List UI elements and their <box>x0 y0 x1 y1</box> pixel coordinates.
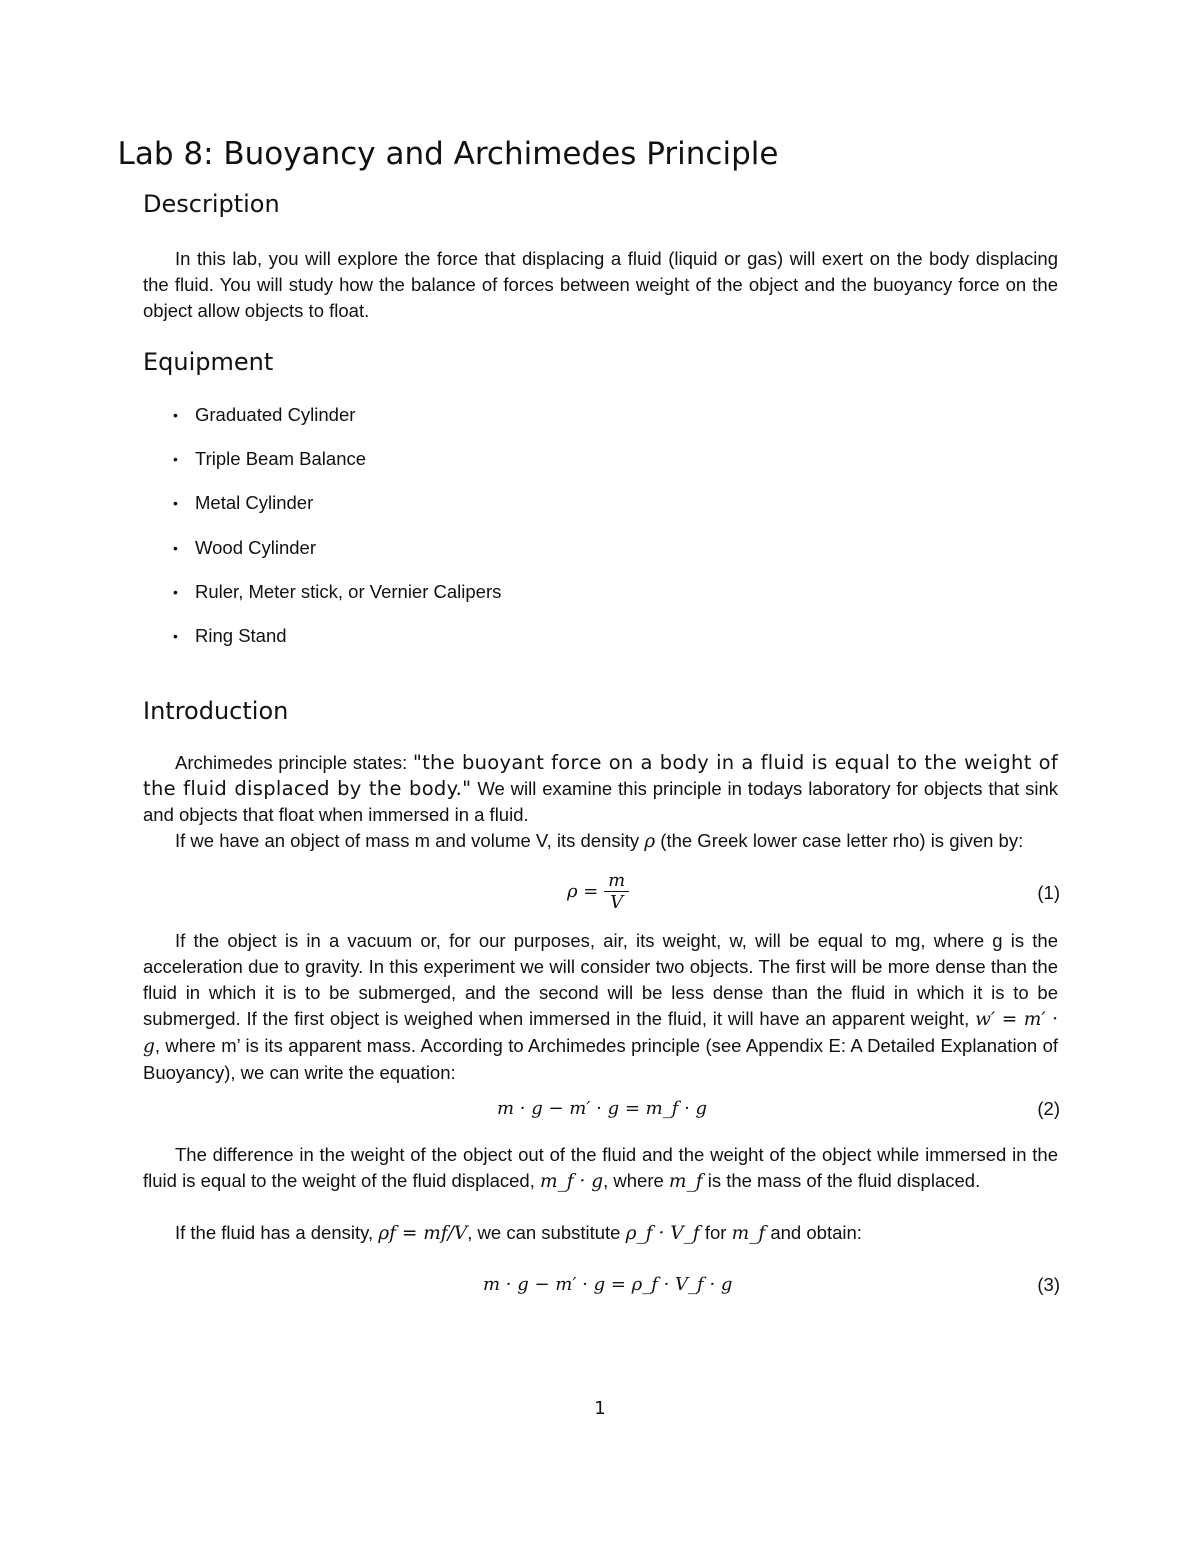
bullet-icon: • <box>173 451 178 468</box>
bullet-icon: • <box>173 495 178 512</box>
bullet-icon: • <box>173 583 178 600</box>
description-heading: Description <box>143 190 280 218</box>
equation-1-label: (1) <box>1037 882 1060 903</box>
bullet-icon: • <box>173 407 178 423</box>
equation-3: m · g − m′ · g = ρ_f · V_f · g (3) <box>483 1274 1060 1295</box>
list-item: • Wood Cylinder <box>173 533 501 577</box>
equipment-heading: Equipment <box>143 348 274 376</box>
intro-paragraph-4: The difference in the weight of the object out of the fluid and the weight of the object while immersed in the fluid is equal to the weight of the fluid displaced, m_f · g, where m_f is the mass of the fluid displaced. <box>143 1144 1058 1192</box>
list-item: • Ring Stand <box>173 621 501 665</box>
introduction-heading: Introduction <box>143 697 289 725</box>
equation-3-label: (3) <box>1037 1274 1060 1295</box>
page-number: 1 <box>594 1398 606 1419</box>
equation-2: m · g − m′ · g = m_f · g (2) <box>497 1098 1060 1119</box>
page-title: Lab 8: Buoyancy and Archimedes Principle <box>117 136 779 172</box>
bullet-icon: • <box>173 539 178 556</box>
intro-paragraph-5: If the fluid has a density, ρf = mf/V, we can substitute ρ_f · V_f for m_f and obtain: <box>175 1222 862 1244</box>
archimedes-quote: "the buoyant force on a body in a fluid is equal to the weight of the fluid displaced by the body." <box>143 751 1058 800</box>
equipment-list <box>173 400 501 665</box>
list-item: • Graduated Cylinder <box>173 400 501 444</box>
intro-paragraph-3: If the object is in a vacuum or, for our purposes, air, its weight, w, will be equal to mg, where g is the acceleration due to gravity. In this experiment we will consider two objects. The first will be more dense than the fluid in which it is to be submerged, and the second will be less dense than the fluid in which it is to be submerged. If the first object is weighed when immersed in the fluid, it will have an apparent weight, w′ = m′ · g, where m’ is its apparent mass. According to Archimedes principle (see Appendix E: A Detailed Explanation of Buoyancy), we can write the equation: <box>143 930 1058 1083</box>
equation-2-label: (2) <box>1037 1098 1060 1119</box>
equation-1: ρ = $\frac{m}{V}$ (1) <box>567 870 1060 913</box>
list-item: • Metal Cylinder <box>173 488 501 532</box>
bullet-icon: • <box>173 627 178 644</box>
intro-paragraph-1: Archimedes principle states: "the buoyant force on a body in a fluid is equal to the weight of the fluid displaced by the body." We will examine this principle in todays laboratory for objects that sink and objects that float when immersed in a fluid. <box>143 751 1058 825</box>
list-item: • Ruler, Meter stick, or Vernier Calipers <box>173 577 501 621</box>
list-item: • Triple Beam Balance <box>173 444 501 488</box>
intro-paragraph-2: If we have an object of mass m and volume V, its density ρ (the Greek lower case letter rho) is given by: <box>175 830 1024 852</box>
description-paragraph: In this lab, you will explore the force that displacing a fluid (liquid or gas) will exert on the body displacing the fluid. You will study how the balance of forces between weight of the object and the buoyancy force on the object allow objects to float. <box>143 248 1058 321</box>
